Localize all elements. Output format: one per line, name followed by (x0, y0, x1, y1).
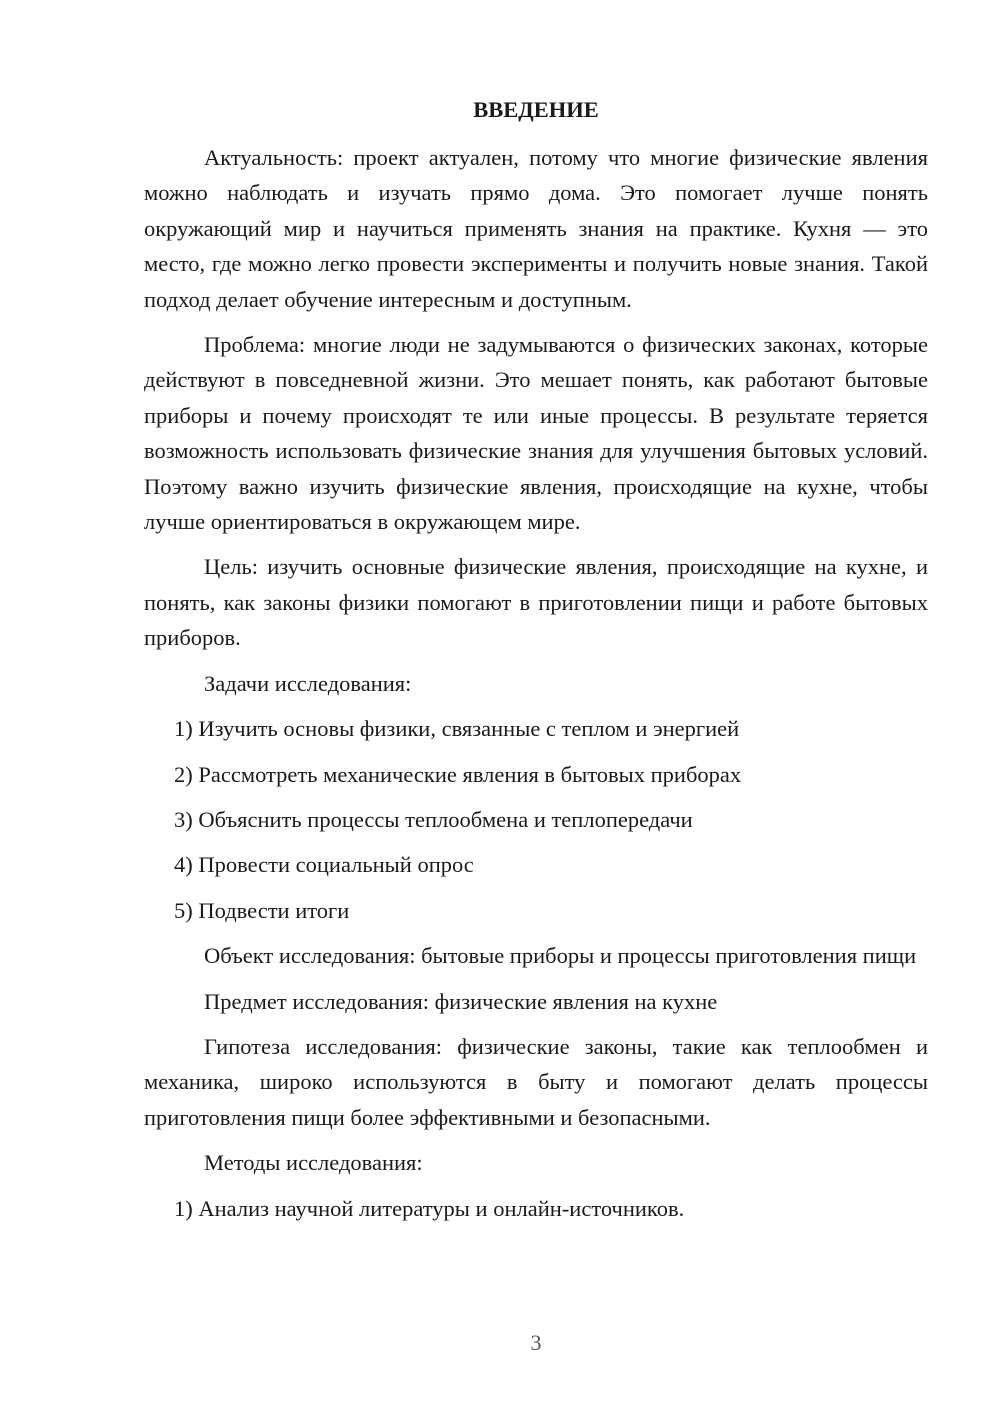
goal-paragraph: Цель: изучить основные физические явления, происходящие на кухне, и понять, как законы физики помогают в приготовлении пищи и работе бытовых приборов. (144, 554, 928, 651)
subject-paragraph: Предмет исследования: физические явления на кухне (204, 988, 718, 1014)
method-item: 1) Анализ научной литературы и онлайн-источников. (174, 1195, 685, 1221)
document-body (144, 92, 928, 1236)
hypothesis-paragraph: Гипотеза исследования: физические законы, такие как теплообмен и механика, широко используются в быту и помогают делать процессы приготовления пищи более эффективными и безопасными. (144, 1033, 928, 1130)
relevance-paragraph: Актуальность: проект актуален, потому что многие физические явления можно наблюдать и изучать прямо дома. Это помогает лучше понять окружающий мир и научиться применять знания на практике. Кухня — это место, где можно легко провести эксперименты и получить новые знания. Такой подход делает обучение интересным и доступным. (144, 145, 928, 312)
task-item: 2) Рассмотреть механические явления в бытовых приборах (174, 761, 742, 787)
task-item: 4) Провести социальный опрос (174, 852, 474, 878)
problem-paragraph: Проблема: многие люди не задумываются о физических законах, которые действуют в повседневной жизни. Это мешает понять, как работают бытовые приборы и почему происходят те или иные процессы. В результате теряется возможность использовать физические знания для улучшения бытовых условий. Поэтому важно изучить физические явления, происходящие на кухне, чтобы лучше ориентироваться в окружающем мире. (144, 332, 928, 535)
object-paragraph: Объект исследования: бытовые приборы и процессы приготовления пищи (204, 943, 917, 969)
task-item: 1) Изучить основы физики, связанные с теплом и энергией (174, 716, 740, 742)
page-number: 3 (530, 1330, 542, 1355)
methods-heading: Методы исследования: (204, 1150, 423, 1176)
task-item: 5) Подвести итоги (174, 897, 350, 923)
section-title: ВВЕДЕНИЕ (473, 97, 599, 122)
task-item: 3) Объяснить процессы теплообмена и теплопередачи (174, 806, 693, 832)
tasks-heading: Задачи исследования: (204, 670, 412, 696)
